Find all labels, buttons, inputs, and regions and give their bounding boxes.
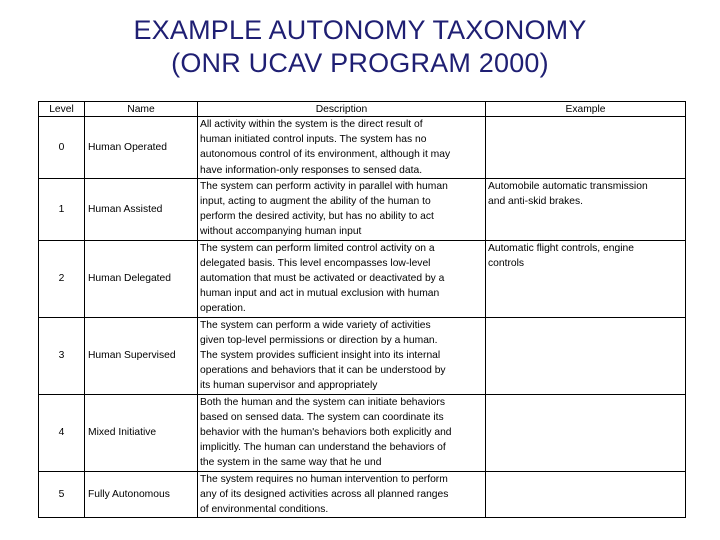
- description-line: input, acting to augment the ability of the human to: [200, 196, 431, 208]
- example-line: controls: [488, 257, 525, 269]
- description-cell: [198, 317, 486, 394]
- description-line: automation that must be activated or deactivated by a: [200, 273, 445, 285]
- description-line: any of its designed activities across all planned ranges: [200, 488, 449, 500]
- example-cell: [486, 117, 686, 179]
- table-row: [39, 240, 686, 317]
- description-line: without accompanying human input: [200, 226, 362, 238]
- example-cell: [486, 471, 686, 518]
- name-cell: Mixed Initiative: [85, 394, 198, 471]
- title-line-2: (ONR UCAV PROGRAM 2000): [171, 48, 549, 78]
- description-line: its human supervisor and appropriately: [200, 380, 378, 392]
- table-row: [39, 394, 686, 471]
- description-cell: [198, 394, 486, 471]
- description-line: have information-only responses to sensed data.: [200, 164, 423, 176]
- description-line: All activity within the system is the direct result of: [200, 119, 423, 130]
- description-line: The system can perform limited control activity on a: [200, 242, 435, 254]
- name-cell: Human Assisted: [85, 178, 198, 240]
- level-cell: 0: [39, 117, 85, 179]
- description-line: based on sensed data. The system can coordinate its: [200, 411, 444, 423]
- description-line: human input and act in mutual exclusion with human: [200, 288, 440, 300]
- autonomy-taxonomy-table: [38, 101, 686, 518]
- description-line: behavior with the human's behaviors both explicitly and: [200, 427, 452, 439]
- table-body: [39, 117, 686, 518]
- description-cell: [198, 117, 486, 179]
- table-row: [39, 178, 686, 240]
- description-line: of environmental conditions.: [200, 504, 329, 516]
- table-header-row: [39, 102, 686, 117]
- description-line: implicitly. The human can understand the behaviors of: [200, 442, 446, 454]
- example-cell: [486, 240, 686, 317]
- slide-title: [0, 14, 720, 80]
- name-cell: Fully Autonomous: [85, 471, 198, 518]
- name-cell: Human Operated: [85, 117, 198, 179]
- description-line: Both the human and the system can initiate behaviors: [200, 396, 445, 408]
- description-line: The system can perform activity in parallel with human: [200, 180, 448, 192]
- example-cell: [486, 178, 686, 240]
- table-row: [39, 117, 686, 179]
- header-name: Name: [85, 102, 198, 117]
- description-line: given top-level permissions or direction by a human.: [200, 334, 438, 346]
- title-line-1: EXAMPLE AUTONOMY TAXONOMY: [133, 15, 587, 45]
- description-line: perform the desired activity, but has no ability to act: [200, 211, 434, 223]
- description-line: autonomous control of its environment, although it may: [200, 149, 451, 161]
- table-row: [39, 317, 686, 394]
- example-line: Automatic flight controls, engine: [488, 242, 634, 254]
- name-cell: Human Supervised: [85, 317, 198, 394]
- header-level: Level: [39, 102, 85, 117]
- example-line: and anti-skid brakes.: [488, 196, 584, 208]
- description-cell: [198, 471, 486, 518]
- description-line: operations and behaviors that it can be understood by: [200, 365, 446, 377]
- level-cell: 2: [39, 240, 85, 317]
- level-cell: 3: [39, 317, 85, 394]
- description-line: the system in the same way that he und: [200, 457, 382, 469]
- example-cell: [486, 394, 686, 471]
- name-cell: Human Delegated: [85, 240, 198, 317]
- description-line: operation.: [200, 303, 246, 315]
- description-line: delegated basis. This level encompasses low-level: [200, 257, 431, 269]
- level-cell: 1: [39, 178, 85, 240]
- description-cell: [198, 178, 486, 240]
- description-line: The system provides sufficient insight into its internal: [200, 350, 441, 362]
- example-line: Automobile automatic transmission: [488, 180, 648, 192]
- description-line: human initiated control inputs. The system has no: [200, 134, 427, 146]
- level-cell: 4: [39, 394, 85, 471]
- level-cell: 5: [39, 471, 85, 518]
- description-cell: [198, 240, 486, 317]
- description-line: The system requires no human intervention to perform: [200, 473, 448, 485]
- table-row: [39, 471, 686, 518]
- header-example: Example: [486, 102, 686, 117]
- header-description: Description: [198, 102, 486, 117]
- description-line: The system can perform a wide variety of activities: [200, 319, 431, 331]
- example-cell: [486, 317, 686, 394]
